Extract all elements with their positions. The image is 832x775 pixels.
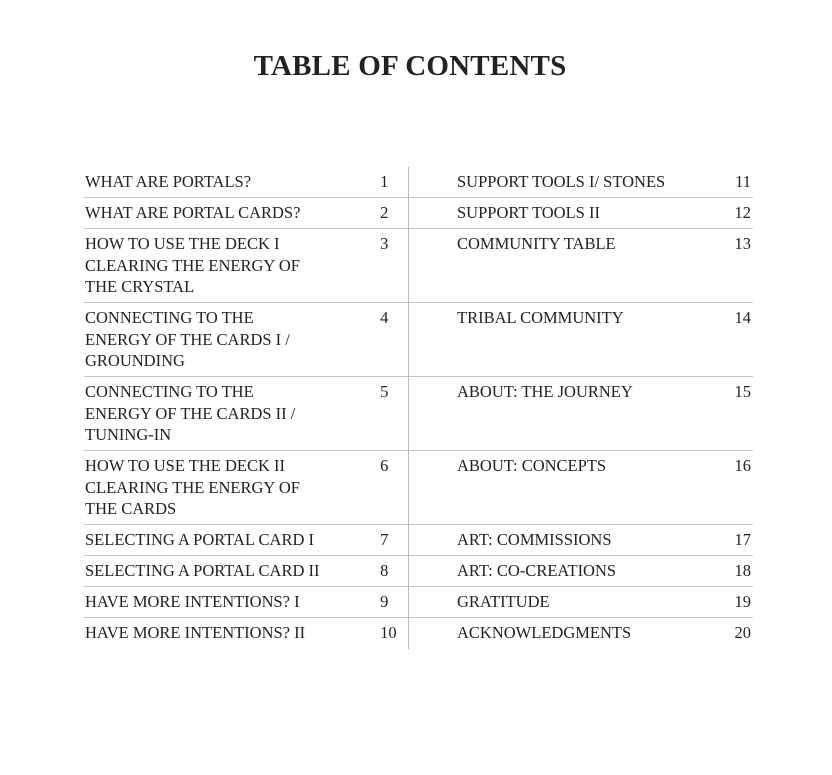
toc-entry-page: 1 [380,172,389,191]
toc-entry-title: HOW TO USE THE DECK I CLEARING THE ENERGY OF THE CRYSTAL [85,234,300,296]
toc-entry [409,377,753,451]
toc-right-column [409,167,753,649]
toc-entry [409,303,753,377]
toc-entry-page: 7 [380,530,389,549]
toc-entry-title: TRIBAL COMMUNITY [457,308,624,327]
toc-entry [409,556,753,587]
toc-entry-title: COMMUNITY TABLE [457,234,616,253]
toc-entry-page: 19 [734,592,751,611]
toc-entry [409,167,753,198]
toc-entry [84,167,408,198]
toc-entry [84,229,408,303]
toc-entry-title: GRATITUDE [457,592,550,611]
toc-entry-title: CONNECTING TO THE ENERGY OF THE CARDS I / GROUNDING [85,308,290,370]
toc-entry-page: 20 [734,623,751,642]
toc-entry-page: 8 [380,561,389,580]
toc-entry [84,618,408,649]
toc-entry [84,198,408,229]
toc-entry-title: SELECTING A PORTAL CARD II [85,561,320,580]
toc-entry-page: 6 [380,456,389,475]
toc-entry [409,587,753,618]
toc-entry-page: 10 [380,623,397,642]
toc-entry-title: SUPPORT TOOLS I/ STONES [457,172,666,191]
toc-entry [409,451,753,525]
toc-entry [409,618,753,649]
toc-entry-title: ABOUT: CONCEPTS [457,456,607,475]
toc-entry [409,525,753,556]
toc-entry-title: WHAT ARE PORTALS? [85,172,252,191]
toc-entry-page: 4 [380,308,389,327]
toc-left-column [84,167,409,649]
table-of-contents [84,167,753,649]
toc-entry-page: 18 [734,561,751,580]
toc-entry-page: 16 [734,456,751,475]
toc-entry [409,229,753,303]
toc-entry-title: ART: CO-CREATIONS [457,561,617,580]
toc-entry-page: 5 [380,382,389,401]
toc-entry-page: 17 [734,530,751,549]
toc-entry [409,198,753,229]
toc-entry [84,303,408,377]
toc-entry-title: SELECTING A PORTAL CARD I [85,530,315,549]
toc-entry-page: 9 [380,592,389,611]
page-title: TABLE OF CONTENTS [253,50,567,82]
toc-entry-title: SUPPORT TOOLS II [457,203,600,222]
toc-entry-page: 15 [734,382,751,401]
toc-entry-page: 13 [734,234,751,253]
toc-entry-title: HOW TO USE THE DECK II CLEARING THE ENERGY OF THE CARDS [85,456,300,518]
toc-entry [84,377,408,451]
toc-entry [84,587,408,618]
toc-entry-title: HAVE MORE INTENTIONS? II [85,623,306,642]
toc-entry-page: 3 [380,234,389,253]
toc-entry [84,525,408,556]
toc-entry-title: ART: COMMISSIONS [457,530,612,549]
toc-entry [84,556,408,587]
toc-entry-page: 12 [734,203,751,222]
toc-entry-title: ABOUT: THE JOURNEY [457,382,633,401]
toc-entry-title: WHAT ARE PORTAL CARDS? [85,203,301,222]
toc-entry-title: ACKNOWLEDGMENTS [457,623,632,642]
toc-entry-page: 14 [734,308,751,327]
toc-entry-title: CONNECTING TO THE ENERGY OF THE CARDS II / TUNING-IN [85,382,296,444]
toc-entry-title: HAVE MORE INTENTIONS? I [85,592,300,611]
toc-entry-page: 11 [735,172,751,191]
toc-entry-page: 2 [380,203,389,222]
toc-entry [84,451,408,525]
